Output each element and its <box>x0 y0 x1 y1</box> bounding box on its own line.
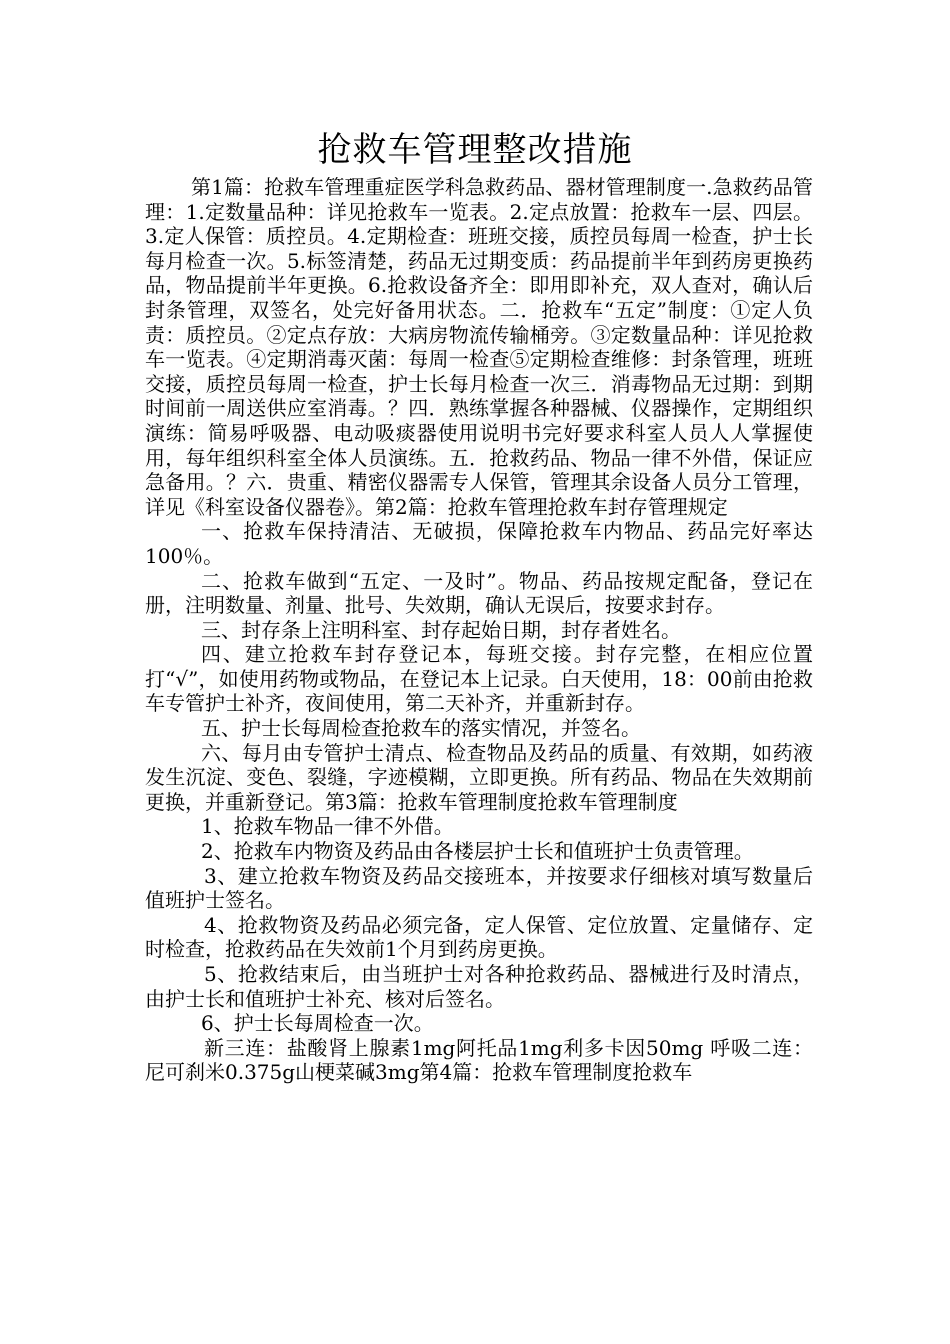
paragraph-rule-5: 五、护士长每周检查抢救车的落实情况，并签名。 <box>201 716 641 741</box>
paragraph-rule-4: 四、建立抢救车封存登记本，每班交接。封存完整，在相应位置打“√”，如使用药物或物品，在登记本上记录。白天使用，18：00前由抢救车专管护士补齐，夜间使用，第二天补齐，并重新封存。 <box>145 642 813 716</box>
paragraph-item-1: 1、抢救车物品一律不外借。 <box>201 814 454 839</box>
document-body <box>145 175 813 1085</box>
paragraph-item-3: 3、建立抢救车物资及药品交接班本，并按要求仔细核对填写数量后值班护士签名。 <box>145 863 813 913</box>
paragraph-drug-list: 新三连：盐酸肾上腺素1mg阿托品1mg利多卡因50mg 呼吸二连：尼可刹米0.375g山梗菜碱3mg第4篇：抢救车管理制度抢救车 <box>145 1035 813 1085</box>
document-title: 抢救车管理整改措施 <box>317 130 633 170</box>
paragraph-part-1: 第1篇：抢救车管理重症医学科急救药品、器材管理制度一.急救药品管理：1.定数量品种：详见抢救车一览表。2.定点放置：抢救车一层、四层。3.定人保管：质控员。4.定期检查：班班交接，质控员每周一检查，护士长每月检查一次。5.标签清楚，药品无过期变质：药品提前半年到药房更换药品，物品提前半年更换。6.抢救设备齐全：即用即补充，双人查对，确认后封条管理，双签名，处完好备用状态。二．抢救车“五定”制度：①定人负责：质控员。②定点存放：大病房物流传输桶旁。③定数量品种：详见抢救车一览表。④定期消毒灭菌：每周一检查⑤定期检查维修：封条管理，班班交接，质控员每周一检查，护士长每月检查一次三．消毒物品无过期：到期时间前一周送供应室消毒。？四．熟练掌握各种器械、仪器操作，定期组织演练：简易呼吸器、电动吸痰器使用说明书完好要求科室人员人人掌握使用，每年组织科室全体人员演练。五．抢救药品、物品一律不外借，保证应急备用。？六．贵重、精密仪器需专人保管，管理其余设备人员分工管理，详见《科室设备仪器卷》。第2篇：抢救车管理抢救车封存管理规定 <box>145 175 813 519</box>
paragraph-rule-6: 六、每月由专管护士清点、检查物品及药品的质量、有效期，如药液发生沉淀、变色、裂缝，字迹模糊，立即更换。所有药品、物品在失效期前更换，并重新登记。第3篇：抢救车管理制度抢救车管理制度 <box>145 740 813 814</box>
paragraph-item-2: 2、抢救车内物资及药品由各楼层护士长和值班护士负责管理。 <box>201 839 754 864</box>
paragraph-item-4: 4、抢救物资及药品必须完备，定人保管、定位放置、定量储存、定时检查，抢救药品在失效前1个月到药房更换。 <box>145 912 813 962</box>
paragraph-rule-2: 二、抢救车做到“五定、一及时”。物品、药品按规定配备，登记在册，注明数量、剂量、批号、失效期，确认无误后，按要求封存。 <box>145 568 813 618</box>
paragraph-item-5: 5、抢救结束后，由当班护士对各种抢救药品、器械进行及时清点，由护士长和值班护士补充、核对后签名。 <box>145 962 813 1011</box>
paragraph-rule-3: 三、封存条上注明科室、封存起始日期，封存者姓名。 <box>201 617 681 642</box>
paragraph-item-6: 6、护士长每周检查一次。 <box>201 1011 434 1036</box>
paragraph-rule-1: 一、抢救车保持清洁、无破损，保障抢救车内物品、药品完好率达100％。 <box>145 519 813 568</box>
